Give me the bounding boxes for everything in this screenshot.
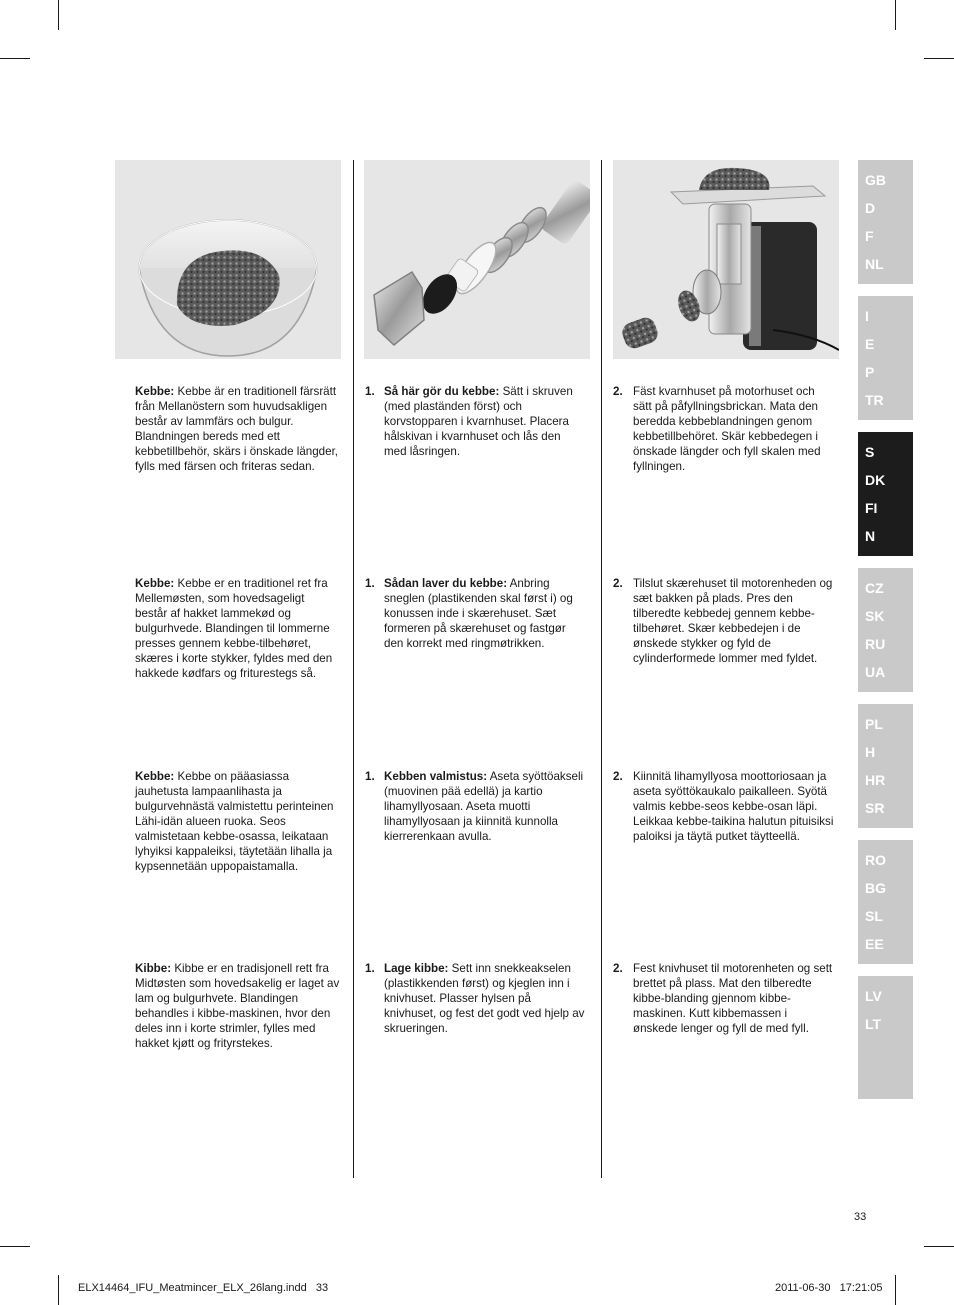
step-number: 1.	[365, 385, 375, 398]
language-tab[interactable]: LV	[865, 988, 882, 1004]
language-tab[interactable]: PL	[865, 716, 883, 732]
crop-mark	[895, 1275, 896, 1305]
page-number: 33	[854, 1211, 867, 1223]
step1-paragraph-sv: Så här gör du kebbe: Sätt i skruven (med plaständen först) och korvstopparen i kvarnhuset. Placera hålskivan i kvarnhuset och lås den med låsringen.	[384, 385, 573, 458]
step2-paragraph-fi: Kiinnitä lihamyllyosa moottoriosaan ja aseta syöttökaukalo paikalleen. Syötä valmis kebbe-seos kebbe-osan läpi. Leikkaa kebbe-taikina halutun pituisiksi paloiksi ja täytä putket täytteellä.	[633, 770, 834, 843]
step-number: 2.	[613, 770, 623, 783]
language-group[interactable]	[858, 296, 913, 420]
crop-mark	[0, 58, 30, 59]
language-tab[interactable]: FI	[865, 500, 878, 516]
step-number: 1.	[365, 770, 375, 783]
parts-assembly-image	[364, 160, 590, 359]
language-group[interactable]	[858, 976, 913, 1099]
language-tab[interactable]: EE	[865, 936, 884, 952]
language-tab[interactable]: BG	[865, 880, 886, 896]
language-tab[interactable]: GB	[865, 172, 886, 188]
crop-mark	[0, 1246, 30, 1247]
language-tab[interactable]: SR	[865, 800, 885, 816]
crop-mark	[924, 58, 954, 59]
language-tab[interactable]: S	[865, 444, 875, 460]
language-tab[interactable]: RU	[865, 636, 886, 652]
language-group[interactable]	[858, 568, 913, 692]
step1-paragraph-no: Lage kibbe: Sett inn snekkeakselen (plastikkenden først) og kjeglen inn i knivhuset. Plasser hylsen på knivhuset, og fest det godt ved hjelp av skrueringen.	[384, 962, 585, 1035]
footer-filename: ELX14464_IFU_Meatmincer_ELX_26lang.indd 33	[78, 1282, 329, 1294]
language-tab[interactable]: CZ	[865, 580, 884, 596]
intro-paragraph-no: Kibbe: Kibbe er en tradisjonell rett fra Midtøsten som hovedsakelig er laget av lam og bulgurhvete. Blandingen behandles i kibbe-maskinen, hvor den deles inn i korte strimler, fylles med hakket kjøtt og frityrstekes.	[135, 962, 340, 1050]
crop-mark	[895, 0, 896, 30]
language-group-active[interactable]	[858, 432, 913, 556]
step1-paragraph-da: Sådan laver du kebbe: Anbring sneglen (plastikenden skal først i) og konussen inde i skærehuset. Sæt formeren på skærehuset og fastgør den korrekt med ringmøtrikken.	[384, 577, 573, 650]
language-tab[interactable]: SL	[865, 908, 883, 924]
language-tab[interactable]: P	[865, 364, 875, 380]
step1-paragraph-fi: Kebben valmistus: Aseta syöttöakseli (muovinen pää edellä) ja kartio lihamyllyosaan. Aseta muotti lihamyllyosaan ja kiinnitä kunnolla kierrerenkaan avulla.	[384, 770, 584, 843]
column-divider	[353, 160, 354, 1178]
language-tab[interactable]: DK	[865, 472, 886, 488]
footer-timestamp: 2011-06-30 17:21:05	[775, 1282, 883, 1294]
intro-paragraph-da: Kebbe: Kebbe er en traditionel ret fra Mellemøsten, som hovedsageligt består af hakket lammekød og bulgurhvede. Blandingen til lommerne presses gennem kebbe-tilbehøret, skæres i korte stykker, fyldes med den hakkede kødfars og friturestegs så.	[135, 577, 333, 680]
crop-mark	[58, 0, 59, 30]
language-tab[interactable]: N	[865, 528, 876, 544]
step-number: 1.	[365, 577, 375, 590]
language-tab[interactable]: E	[865, 336, 875, 352]
language-tab[interactable]: H	[865, 744, 876, 760]
kebbe-bowl-image	[115, 160, 341, 359]
language-tab[interactable]: HR	[865, 772, 886, 788]
language-tab[interactable]: RO	[865, 852, 886, 868]
column-divider	[601, 160, 602, 1178]
language-group[interactable]	[858, 840, 913, 964]
language-tab[interactable]: LT	[865, 1016, 882, 1032]
language-tab[interactable]: TR	[865, 392, 884, 408]
language-tab[interactable]: D	[865, 200, 876, 216]
step2-paragraph-da: Tilslut skærehuset til motorenheden og sæt bakken på plads. Pres den tilberedte kebbedej gennem kebbe-tilbehøret. Skær kebbedejen i de ønskede stykker og fyld de cylinderformede lommer med fyldet.	[633, 577, 833, 665]
step2-paragraph-sv: Fäst kvarnhuset på motorhuset och sätt på påfyllningsbrickan. Mata den beredda kebbeblandningen genom kebbetillbehöret. Skär kebbedegen i önskade längder och fyll skalen med fyllningen.	[633, 385, 821, 473]
language-tab[interactable]: UA	[865, 664, 886, 680]
language-tab[interactable]: I	[865, 308, 869, 324]
crop-mark	[58, 1275, 59, 1305]
language-tab[interactable]: SK	[865, 608, 885, 624]
language-tab[interactable]: F	[865, 228, 874, 244]
step-number: 2.	[613, 962, 623, 975]
intro-paragraph-fi: Kebbe: Kebbe on pääasiassa jauhetusta lampaanlihasta ja bulgurvehnästä valmistettu perinteinen Lähi-idän alueen ruoka. Seos valmistetaan kebbe-osassa, leikataan lyhyiksi kappaleiksi, täytetään lihalla ja kypsennetään uppopaistamalla.	[135, 770, 334, 873]
crop-mark	[924, 1246, 954, 1247]
step-number: 2.	[613, 385, 623, 398]
intro-paragraph-sv: Kebbe: Kebbe är en traditionell färsrätt från Mellanöstern som huvudsakligen består av lammfärs och bulgur. Blandningen bereds med ett kebbetillbehör, skärs i önskade längder, fylls med färsen och friteras sedan.	[135, 385, 339, 473]
step2-paragraph-no: Fest knivhuset til motorenheten og sett brettet på plass. Mat den tilberedte kibbe-blanding gjennom kibbe-maskinen. Kutt kibbemassen i ønskede lenger og fyll de med fyll.	[633, 962, 833, 1035]
meat-mincer-image	[613, 160, 839, 359]
step-number: 2.	[613, 577, 623, 590]
language-group[interactable]	[858, 160, 913, 284]
language-tab[interactable]: NL	[865, 256, 884, 272]
step-number: 1.	[365, 962, 375, 975]
language-group[interactable]	[858, 704, 913, 828]
